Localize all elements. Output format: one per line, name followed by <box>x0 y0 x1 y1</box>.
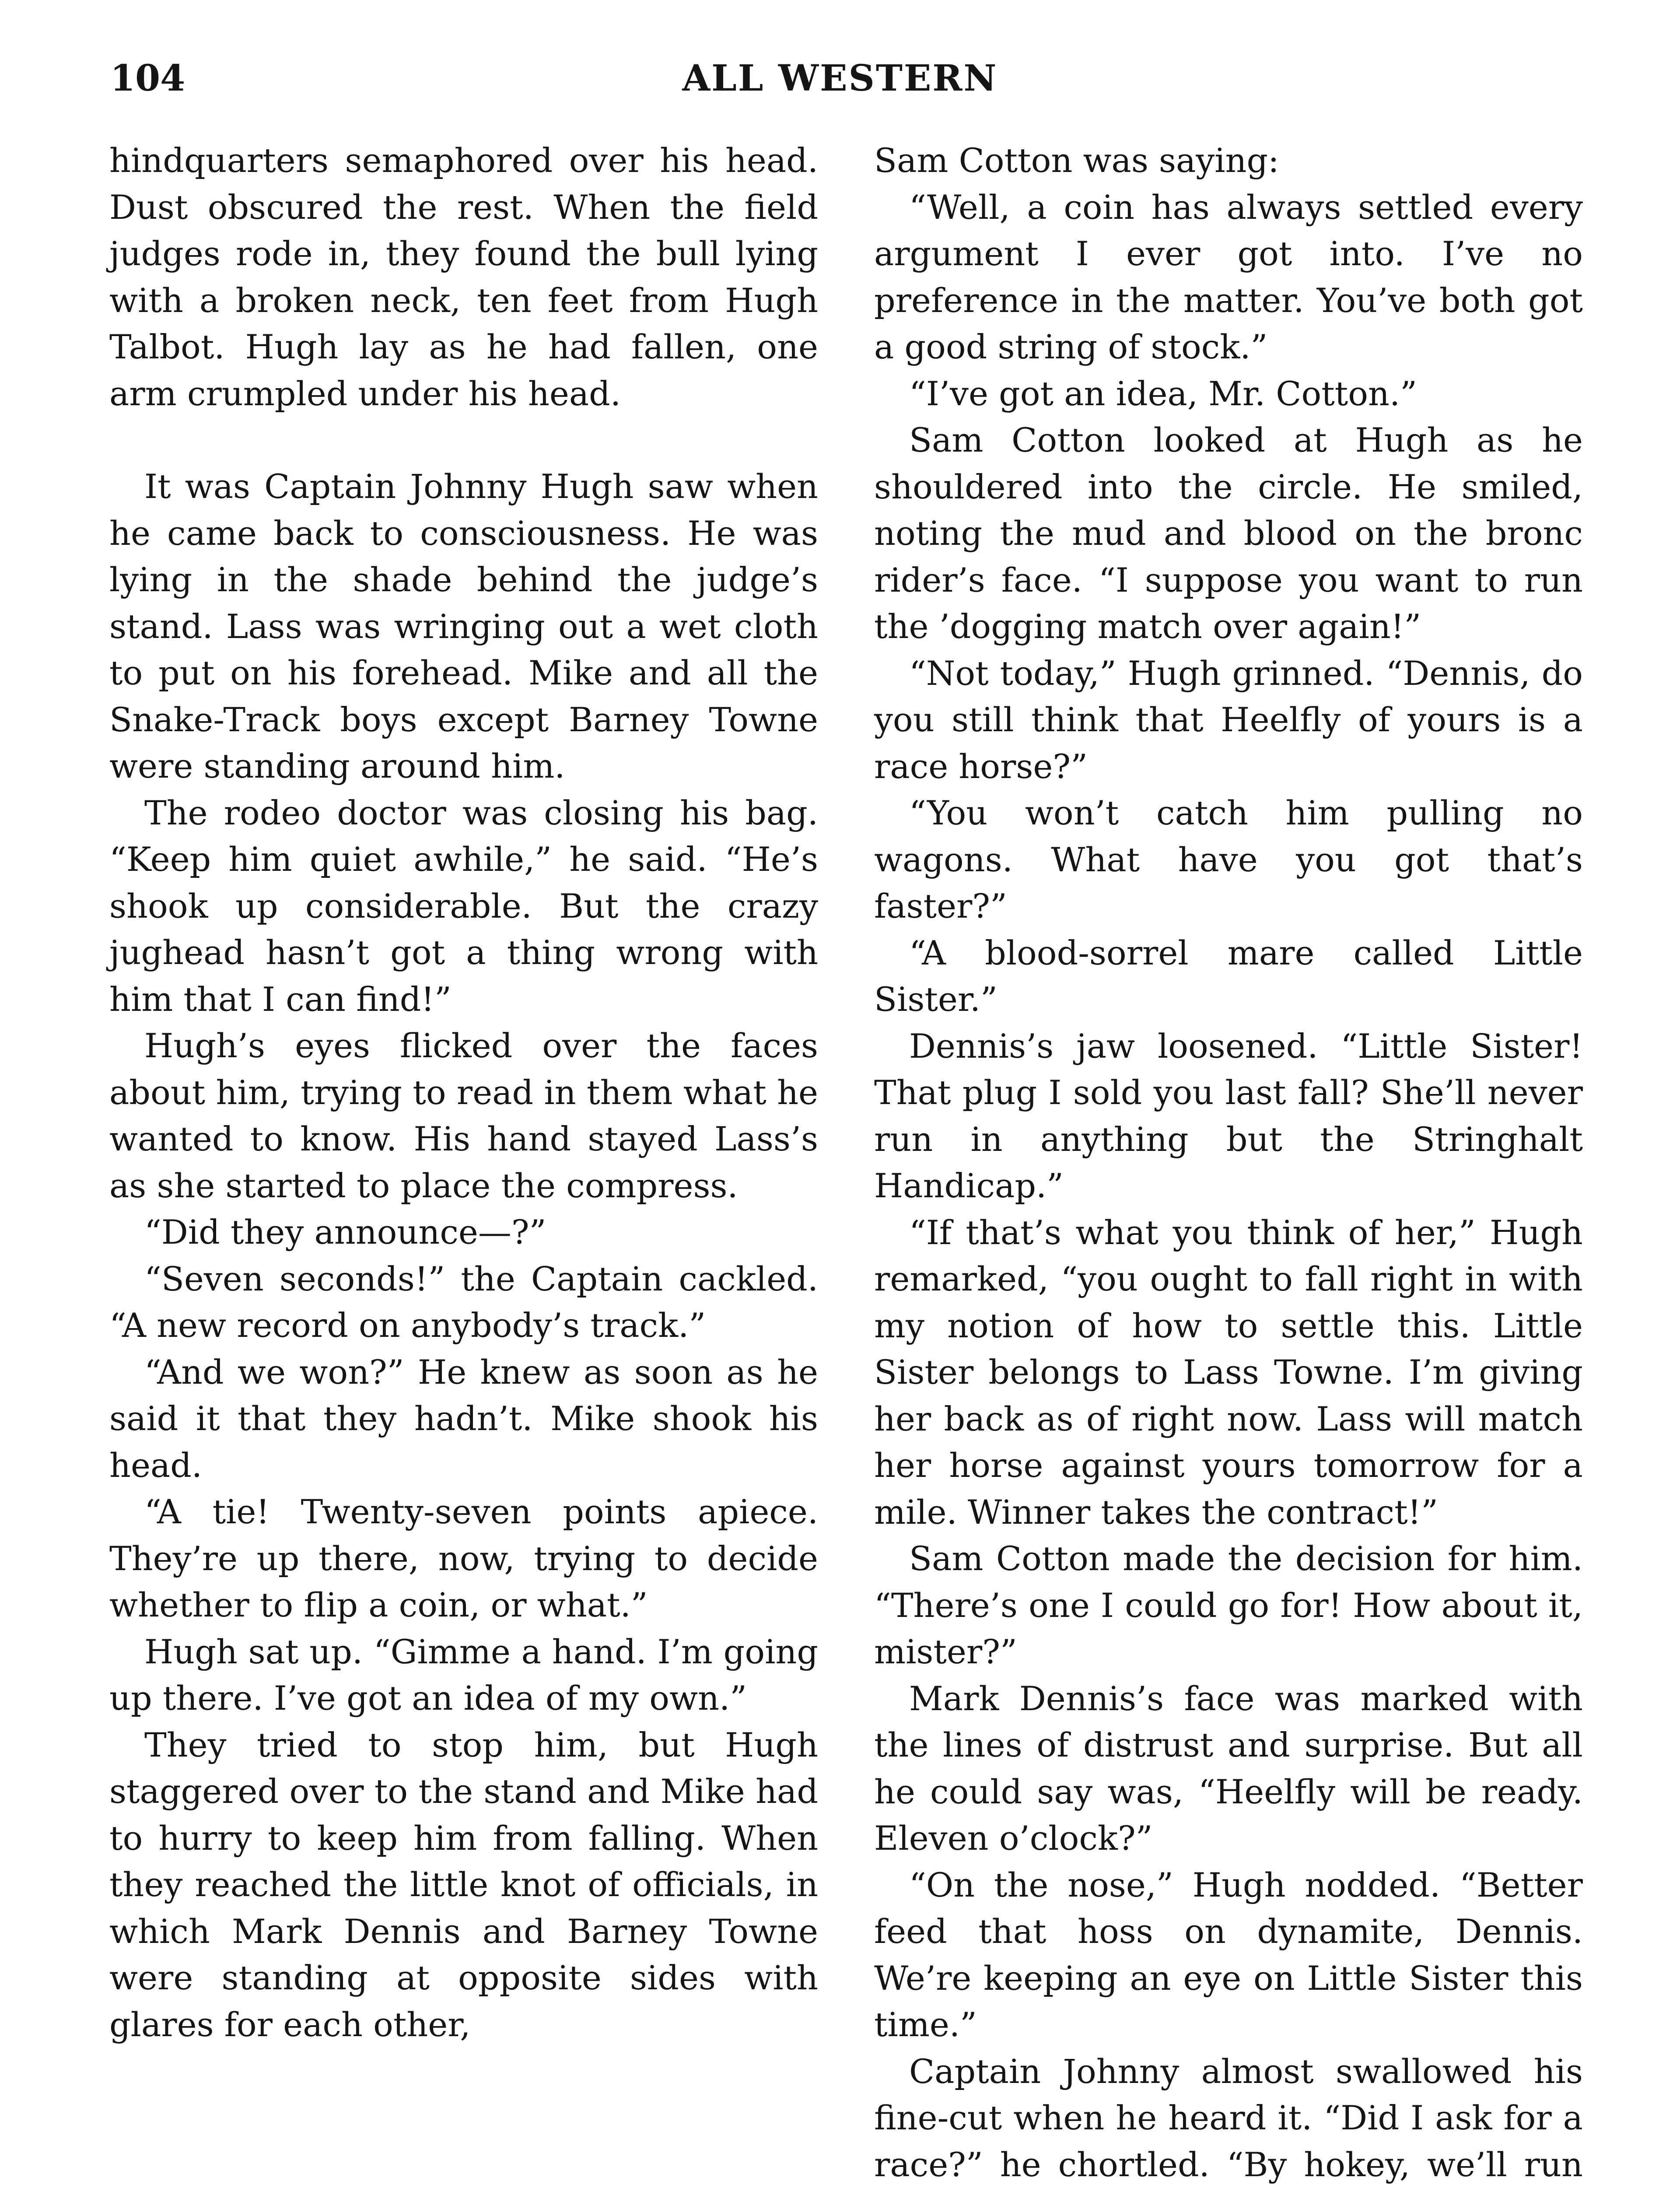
running-title: ALL WESTERN <box>682 57 998 99</box>
paragraph: “If that’s what you think of her,” Hugh remarked, “you ought to fall right in with my notion of how to settle this. Little Sister belongs to Lass Towne. I’m giving her back as of right now. Lass will match her horse against yours tomorrow for a mile. Winner takes the contract!” <box>874 1213 1583 1532</box>
paragraph: “On the nose,” Hugh nodded. “Better feed that hoss on dynamite, Dennis. We’re keeping an eye on Little Sister this time.” <box>874 1865 1583 2044</box>
paragraph: “I’ve got an idea, Mr. Cotton.” <box>909 374 1418 413</box>
paragraph: The rodeo doctor was closing his bag. “Keep him quiet awhile,” he said. “He’s shook up considerable. But the crazy jughead hasn’t got a thing wrong with him that I can find!” <box>109 793 818 1019</box>
left-text-column <box>109 137 818 2048</box>
paragraph: Dennis’s jaw loosened. “Little Sister! That plug I sold you last fall? She’ll never run in anything but the Stringhalt Handicap.” <box>874 1026 1583 1205</box>
paragraph: It was Captain Johnny Hugh saw when he came back to consciousness. He was lying in the shade behind the judge’s stand. Lass was wringing out a wet cloth to put on his forehead. Mike and all the Snake-Track boys except Barney Towne were standing around him. <box>109 467 818 785</box>
paragraph: Hugh sat up. “Gimme a hand. I’m going up there. I’ve got an idea of my own.” <box>109 1632 818 1718</box>
paragraph: Hugh’s eyes flicked over the faces about him, trying to read in them what he wanted to know. His hand stayed Lass’s as she started to place the compress. <box>109 1026 818 1205</box>
paragraph: Mark Dennis’s face was marked with the lines of distrust and surprise. But all he could say was, “Heelfly will be ready. Eleven o’clock?” <box>874 1679 1583 1858</box>
paragraph: hindquarters semaphored over his head. Dust obscured the rest. When the field judges rode in, they found the bull lying with a broken neck, ten feet from Hugh Talbot. Hugh lay as he had fallen, one arm crumpled under his head. <box>109 141 818 413</box>
paragraph: “Seven seconds!” the Captain cackled. “A new record on anybody’s track.” <box>109 1259 818 1345</box>
paragraph: “And we won?” He knew as soon as he said it that they hadn’t. Mike shook his head. <box>109 1352 818 1485</box>
paragraph: “Well, a coin has always settled every argument I ever got into. I’ve no preference in the matter. You’ve both got a good string of stock.” <box>874 187 1583 366</box>
paragraph: “A tie! Twenty-seven points apiece. They’re up there, now, trying to decide whether to flip a coin, or what.” <box>109 1492 818 1624</box>
paragraph: “You won’t catch him pulling no wagons. What have you got that’s faster?” <box>874 793 1583 926</box>
paragraph: Captain Johnny almost swallowed his fine-cut when he heard it. “Did I ask for a race?” he chortled. “By hokey, we’ll run <box>874 2051 1583 2184</box>
paragraph: They tried to stop him, but Hugh staggered over to the stand and Mike had to hurry to keep him from falling. When they reached the little knot of officials, in which Mark Dennis and Barney Towne were standing at opposite sides with glares for each other, <box>109 1725 818 2044</box>
paragraph: “Did they announce—?” <box>144 1213 546 1252</box>
paragraph: “Not today,” Hugh grinned. “Dennis, do you still think that Heelfly of yours is a race horse?” <box>874 653 1583 786</box>
paragraph: Sam Cotton was saying: <box>874 141 1279 180</box>
paragraph: “A blood-sorrel mare called Little Sister.” <box>874 933 1583 1019</box>
page-number: 104 <box>110 57 186 99</box>
paragraph: Sam Cotton looked at Hugh as he shouldered into the circle. He smiled, noting the mud and blood on the bronc rider’s face. “I suppose you want to run the ’dogging match over again!” <box>874 421 1583 646</box>
right-text-column <box>874 137 1583 2188</box>
paragraph: Sam Cotton made the decision for him. “There’s one I could go for! How about it, mister?” <box>874 1539 1583 1671</box>
